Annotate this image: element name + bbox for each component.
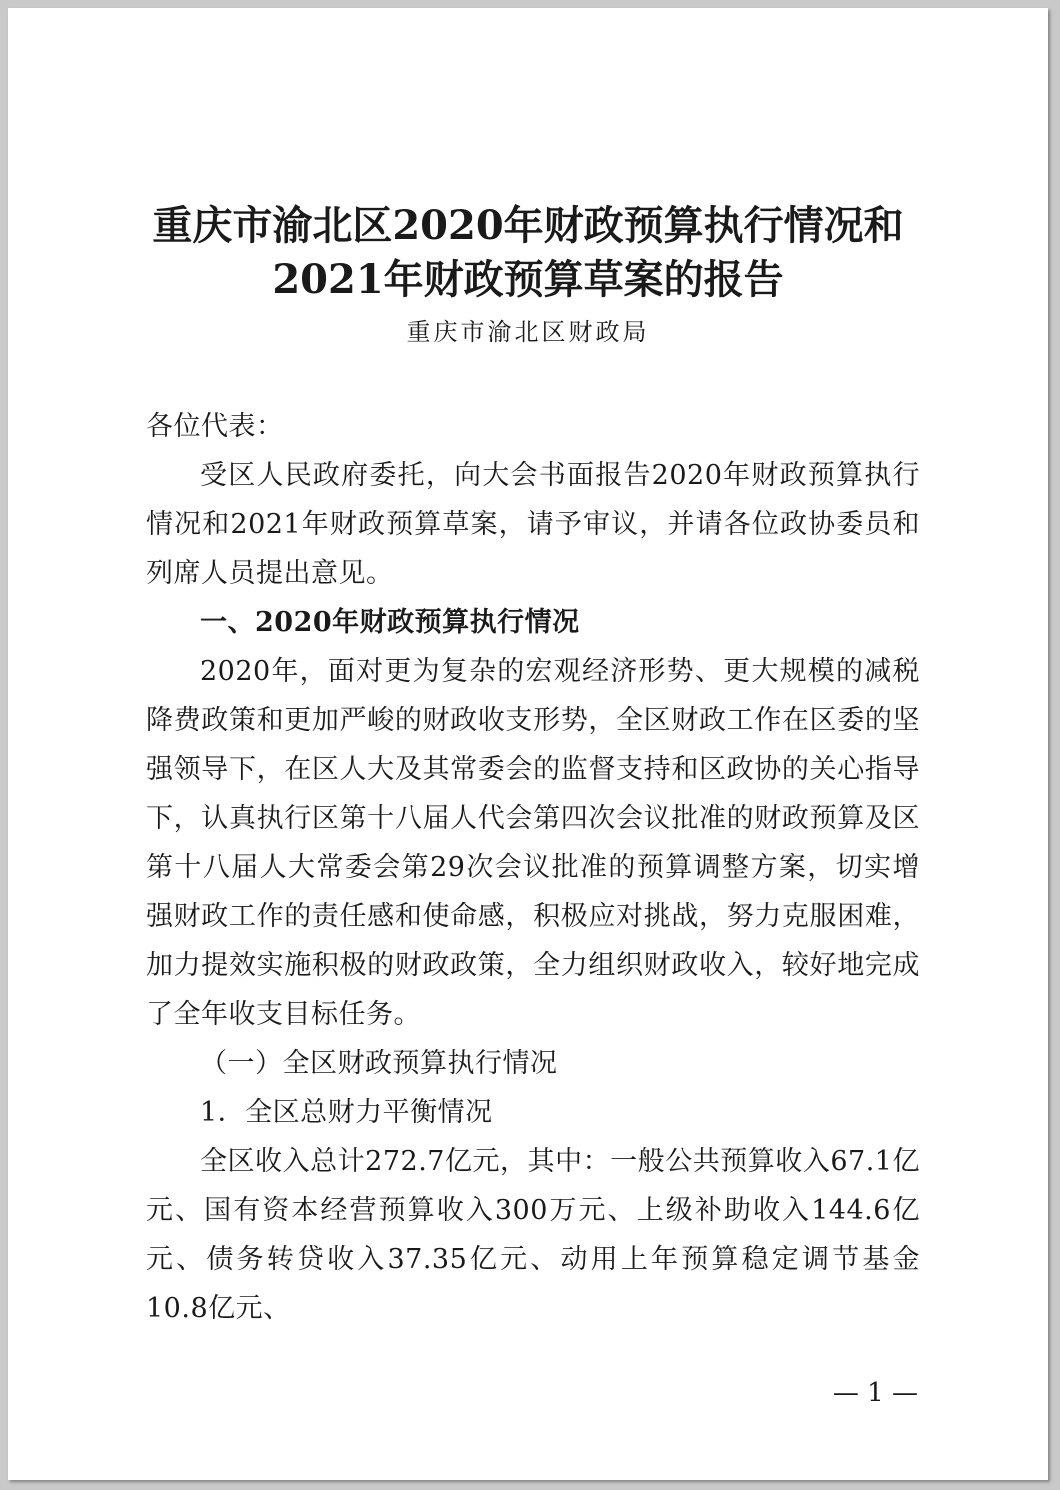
intro-paragraph: 受区人民政府委托，向大会书面报告2020年财政预算执行情况和2021年财政预算草案，请予审议，并请各位政协委员和列席人员提出意见。 [146, 460, 920, 589]
document-title-line-2: 2021年财政预算草案的报告 [272, 256, 784, 303]
item-1-heading: 1．全区总财力平衡情况 [200, 1097, 493, 1128]
page-number: — 1 — [832, 1378, 918, 1408]
subsection-1-heading: （一）全区财政预算执行情况 [200, 1048, 558, 1079]
section-1-paragraph: 2020年，面对更为复杂的宏观经济形势、更大规模的减税降费政策和更加严峻的财政收支形势，全区财政工作在区委的坚强领导下，在区人大及其常委会的监督支持和区政协的关心指导下，认真执行区第十八届人代会第四次会议批准的财政预算及区第十八届人大常委会第29次会议批准的预算调整方案，切实增强财政工作的责任感和使命感，积极应对挑战，努力克服困难，加力提效实施积极的财政政策，全力组织财政收入，较好地完成了全年收支目标任务。 [146, 656, 920, 1030]
document-body [146, 402, 920, 1333]
document-title-line-1: 重庆市渝北区2020年财政预算执行情况和 [152, 202, 904, 249]
document-page [8, 8, 1048, 1480]
document-subtitle: 重庆市渝北区财政局 [406, 318, 650, 346]
item-1-paragraph: 全区收入总计272.7亿元，其中：一般公共预算收入67.1亿元、国有资本经营预算收入300万元、上级补助收入144.6亿元、债务转贷收入37.35亿元、动用上年预算稳定调节基金10.8亿元、 [146, 1146, 920, 1324]
section-1-heading: 一、2020年财政预算执行情况 [200, 607, 580, 638]
salutation: 各位代表： [146, 411, 284, 442]
